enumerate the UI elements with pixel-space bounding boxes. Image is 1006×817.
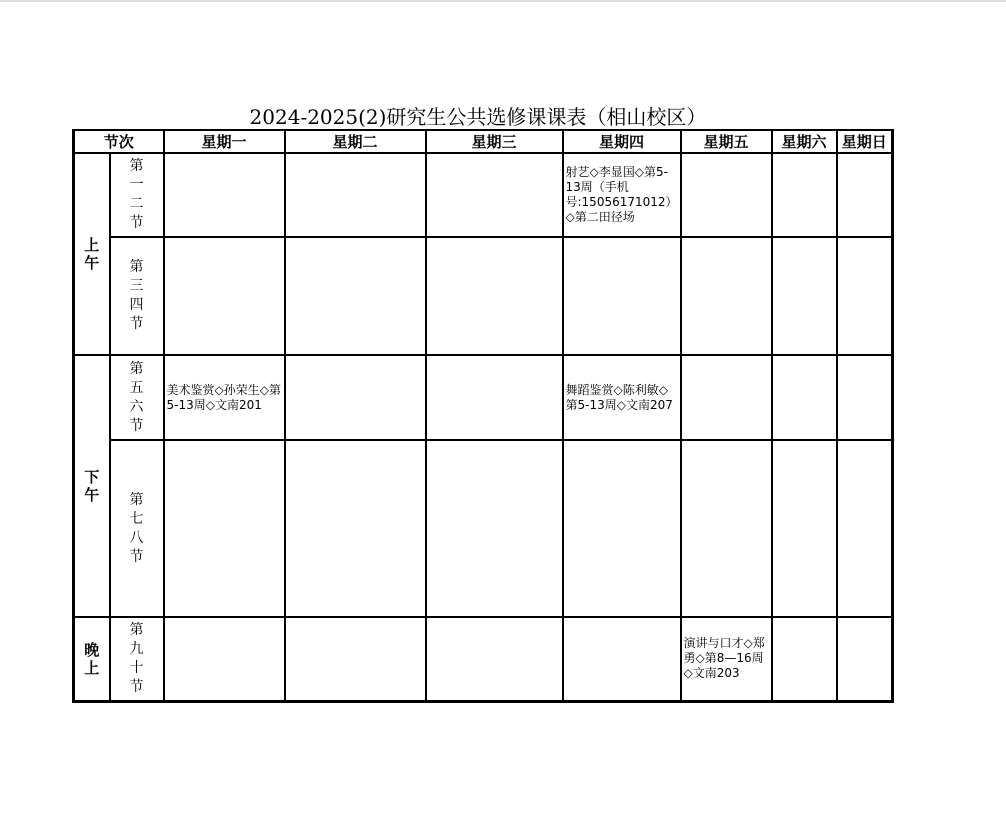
cell-sun-9-10 bbox=[837, 617, 893, 701]
period-char: 十 bbox=[129, 659, 144, 676]
cell-sun-7-8 bbox=[837, 440, 893, 617]
cell-wed-3-4 bbox=[426, 237, 563, 355]
cell-tue-3-4 bbox=[285, 237, 426, 355]
cell-thu-1-2: 射艺◇李显国◇第5-13周（手机号:15056171012）◇第二田径场 bbox=[563, 153, 681, 237]
cell-fri-3-4 bbox=[681, 237, 772, 355]
cell-tue-7-8 bbox=[285, 440, 426, 617]
header-day-wed: 星期三 bbox=[426, 130, 563, 153]
period-5-6 bbox=[110, 355, 164, 440]
page-title: 2024-2025(2)研究生公共选修课课表（相山校区） bbox=[249, 105, 707, 129]
cell-wed-1-2 bbox=[426, 153, 563, 237]
cell-thu-5-6: 舞蹈鉴赏◇陈利敏◇第5-13周◇文南207 bbox=[563, 355, 681, 440]
cell-sat-5-6 bbox=[772, 355, 837, 440]
header-row bbox=[74, 130, 893, 153]
cell-sun-5-6 bbox=[837, 355, 893, 440]
schedule-table bbox=[72, 129, 894, 703]
period-char: 第 bbox=[129, 491, 144, 508]
cell-wed-5-6 bbox=[426, 355, 563, 440]
cell-fri-7-8 bbox=[681, 440, 772, 617]
cell-sat-1-2 bbox=[772, 153, 837, 237]
cell-tue-9-10 bbox=[285, 617, 426, 701]
period-char: 二 bbox=[129, 196, 144, 212]
cell-fri-5-6 bbox=[681, 355, 772, 440]
period-7-8 bbox=[110, 440, 164, 617]
period-char: 节 bbox=[129, 215, 144, 231]
section-afternoon bbox=[74, 355, 110, 617]
cell-thu-3-4 bbox=[563, 237, 681, 355]
section-label: 上午 bbox=[84, 236, 100, 272]
period-3-4 bbox=[110, 237, 164, 355]
period-char: 第 bbox=[129, 259, 144, 275]
header-day-fri: 星期五 bbox=[681, 130, 772, 153]
period-char: 七 bbox=[129, 510, 144, 527]
cell-tue-1-2 bbox=[285, 153, 426, 237]
period-char: 节 bbox=[129, 678, 144, 695]
period-char: 第 bbox=[129, 158, 144, 174]
cell-tue-5-6 bbox=[285, 355, 426, 440]
section-morning bbox=[74, 153, 110, 355]
period-char: 八 bbox=[129, 529, 144, 546]
period-char: 节 bbox=[129, 417, 144, 434]
table-row bbox=[74, 617, 893, 701]
period-9-10 bbox=[110, 617, 164, 701]
cell-wed-9-10 bbox=[426, 617, 563, 701]
period-char: 三 bbox=[129, 278, 144, 294]
cell-sat-3-4 bbox=[772, 237, 837, 355]
period-char: 第 bbox=[129, 360, 144, 377]
cell-sun-3-4 bbox=[837, 237, 893, 355]
section-evening bbox=[74, 617, 110, 701]
cell-sat-7-8 bbox=[772, 440, 837, 617]
cell-sun-1-2 bbox=[837, 153, 893, 237]
cell-thu-9-10 bbox=[563, 617, 681, 701]
period-char: 九 bbox=[129, 640, 144, 657]
cell-sat-9-10 bbox=[772, 617, 837, 701]
section-label: 晚上 bbox=[84, 640, 100, 677]
header-day-tue: 星期二 bbox=[285, 130, 426, 153]
cell-thu-7-8 bbox=[563, 440, 681, 617]
period-char: 五 bbox=[129, 379, 144, 396]
header-period: 节次 bbox=[74, 130, 164, 153]
cell-wed-7-8 bbox=[426, 440, 563, 617]
table-row bbox=[74, 153, 893, 237]
period-char: 四 bbox=[129, 297, 144, 313]
cell-mon-1-2 bbox=[164, 153, 285, 237]
header-day-thu: 星期四 bbox=[563, 130, 681, 153]
period-char: 六 bbox=[129, 398, 144, 415]
period-char: 一 bbox=[129, 177, 144, 193]
header-day-sun: 星期日 bbox=[837, 130, 893, 153]
cell-mon-5-6: 美术鉴赏◇孙荣生◇第5-13周◇文南201 bbox=[164, 355, 285, 440]
period-char: 节 bbox=[129, 548, 144, 565]
cell-mon-7-8 bbox=[164, 440, 285, 617]
section-label: 下午 bbox=[84, 468, 100, 504]
cell-mon-9-10 bbox=[164, 617, 285, 701]
header-day-mon: 星期一 bbox=[164, 130, 285, 153]
page-top-edge bbox=[0, 0, 1006, 2]
period-char: 第 bbox=[129, 621, 144, 638]
cell-fri-9-10: 演讲与口才◇郑勇◇第8—16周◇文南203 bbox=[681, 617, 772, 701]
table-row bbox=[74, 440, 893, 617]
period-1-2 bbox=[110, 153, 164, 237]
table-row bbox=[74, 355, 893, 440]
cell-mon-3-4 bbox=[164, 237, 285, 355]
period-char: 节 bbox=[129, 316, 144, 332]
table-row bbox=[74, 237, 893, 355]
cell-fri-1-2 bbox=[681, 153, 772, 237]
header-day-sat: 星期六 bbox=[772, 130, 837, 153]
